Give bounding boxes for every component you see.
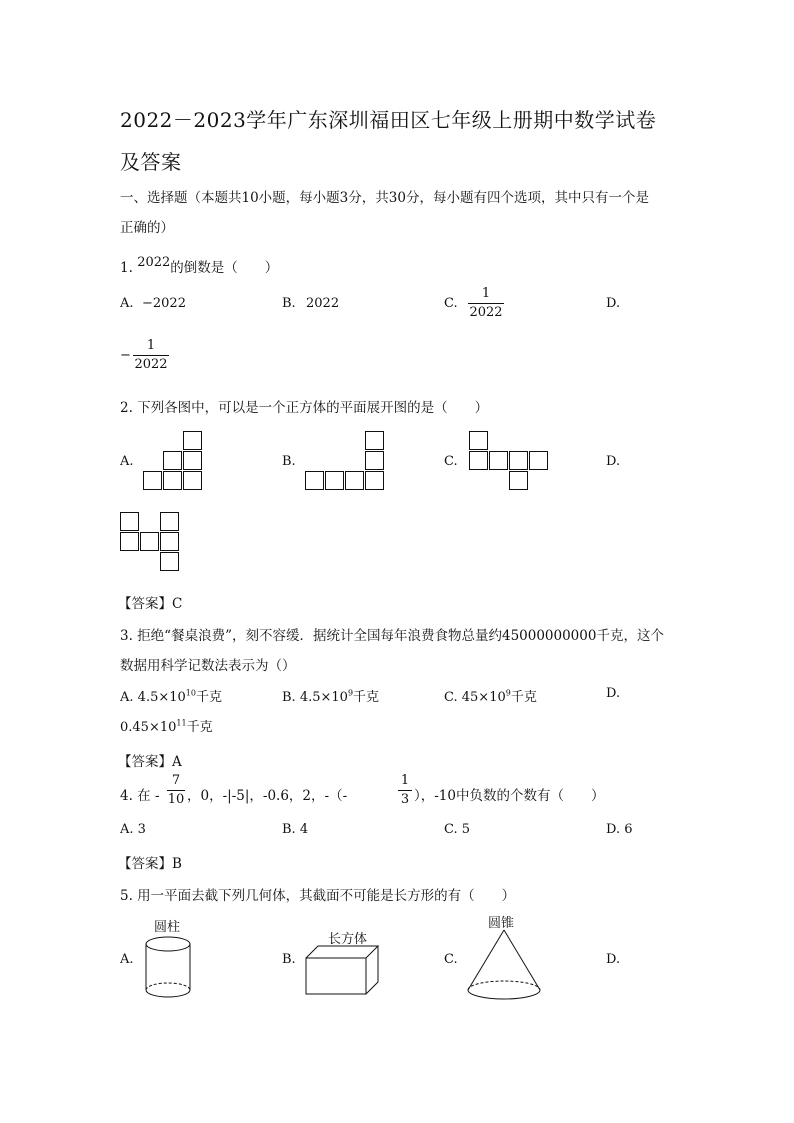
option-c-fraction (468, 286, 504, 321)
question-4-middle: ，0，-|-5|，-0.6，2，-（- (187, 788, 348, 804)
option-c: C. 5 (444, 822, 471, 837)
section-header: 一、选择题（本题共10小题，每小题3分，共30分，每小题有四个选项，其中只有一个是 (120, 190, 649, 206)
cuboid-label: 长方体 (328, 932, 368, 947)
question-5: 5. 用一平面去截下列几何体，其截面不可能是长方形的有（ ） (120, 888, 516, 904)
net-figure-c (469, 431, 551, 493)
option-c-unit: 千克 (510, 690, 537, 705)
page-title: 2022－2023学年广东深圳福田区七年级上册期中数学试卷 (120, 108, 657, 132)
fraction-seven-tenths (167, 773, 185, 808)
option-c-base: 45×10 (461, 690, 506, 705)
numerator: 1 (481, 286, 491, 301)
cone-figure (464, 928, 544, 1004)
option-b-unit: 千克 (353, 690, 380, 705)
option-c (444, 686, 537, 705)
option-b-label: B. (282, 952, 296, 967)
option-a-base: 4.5×10 (137, 690, 186, 705)
question-text: 的倒数是（ ） (170, 260, 279, 276)
section-header-continued: 正确的） (120, 220, 174, 236)
option-b (282, 686, 379, 705)
option-a-label: A. (120, 454, 134, 469)
option-a-exponent: 10 (185, 688, 196, 698)
option-d-label: D. (606, 686, 621, 701)
option-a-label: A. (120, 296, 134, 311)
option-d-base: 0.45×10 (120, 720, 177, 735)
net-figure-a (143, 431, 205, 493)
question-4-start: 4. 在 - (120, 788, 160, 804)
question-4-end: ），-10中负数的个数有（ ） (414, 788, 605, 804)
option-d-label: D. (606, 296, 621, 311)
numerator: 1 (400, 773, 410, 788)
answer-2: 【答案】C (118, 596, 183, 612)
denominator: 10 (167, 792, 185, 807)
option-d-fraction (133, 338, 169, 373)
option-c-label: C. (444, 952, 458, 967)
fraction-bar (398, 790, 412, 791)
answer-3: 【答案】A (118, 754, 182, 770)
numerator: 7 (171, 773, 181, 788)
option-a-label: A. (120, 952, 134, 967)
net-figure-d (120, 512, 182, 574)
option-c-label: C. (444, 454, 458, 469)
option-c-label: C. (444, 296, 458, 311)
cylinder-figure (140, 934, 196, 1002)
option-a-unit: 千克 (195, 690, 222, 705)
option-a: A. 3 (120, 822, 146, 837)
option-a-label: A. (120, 690, 134, 705)
option-b-label: B. (282, 454, 296, 469)
page-title-continued: 及答案 (120, 150, 182, 174)
option-d-label: D. (606, 952, 621, 967)
fraction-bar (167, 790, 185, 791)
option-d-label: D. (606, 454, 621, 469)
question-1 (120, 256, 278, 276)
option-d-exponent: 11 (176, 718, 187, 728)
cylinder-label: 圆柱 (154, 920, 181, 935)
cone-label: 圆锥 (488, 916, 515, 931)
net-figure-b (305, 431, 387, 493)
option-a-value: −2022 (142, 296, 186, 311)
cuboid-figure (304, 944, 384, 998)
option-d-unit: 千克 (186, 720, 213, 735)
denominator: 2022 (469, 305, 503, 320)
denominator: 3 (400, 792, 410, 807)
option-b-label: B. (282, 296, 296, 311)
question-3: 3. 拒绝“餐桌浪费”，刻不容缓．据统计全国每年浪费食物总量约45000000000千克，这个 (120, 628, 664, 644)
option-c-exponent: 9 (505, 688, 511, 698)
fraction-one-third (398, 773, 412, 808)
option-c-label: C. (444, 690, 458, 705)
option-d-sign: − (120, 348, 131, 363)
option-b: B. 4 (282, 822, 309, 837)
fraction-bar (133, 355, 169, 356)
math-expression: 2022 (137, 255, 171, 270)
option-b-label: B. (282, 690, 296, 705)
answer-4: 【答案】B (118, 856, 182, 872)
question-number: 1. (120, 260, 133, 276)
option-b-exponent: 9 (347, 688, 354, 698)
question-3-continued: 数据用科学记数法表示为（） (120, 658, 296, 674)
numerator: 1 (146, 338, 156, 353)
option-d (120, 716, 213, 735)
question-2: 2. 下列各图中，可以是一个正方体的平面展开图的是（ ） (120, 400, 489, 416)
option-d: D. 6 (606, 822, 633, 837)
option-a (120, 686, 222, 705)
denominator: 2022 (134, 357, 168, 372)
option-b-base: 4.5×10 (299, 690, 348, 705)
fraction-bar (468, 303, 504, 304)
option-b-value: 2022 (306, 296, 340, 311)
